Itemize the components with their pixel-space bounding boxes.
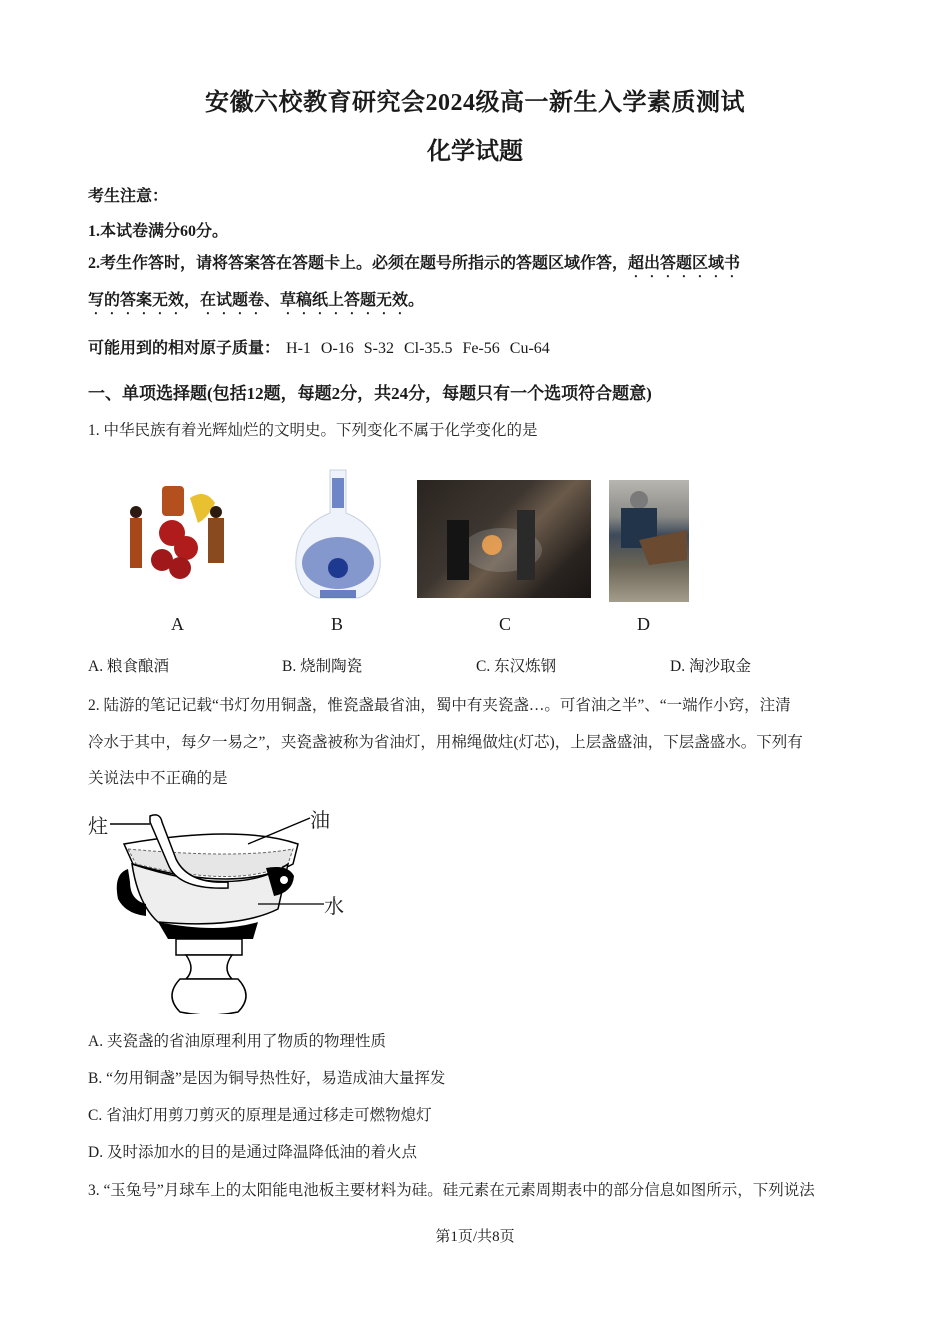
atomic-masses-label: 可能用到的相对原子质量： xyxy=(88,340,281,357)
notice-item-2 xyxy=(88,250,878,281)
notice-item-2-continued: 写的答案无效，在试题卷、草稿纸上答题无效。 xyxy=(88,292,425,309)
label-wick: 炷 xyxy=(88,816,108,838)
question-2-stem-line-3: 关说法中不正确的是 xyxy=(88,770,228,787)
figure-label-b: B xyxy=(331,614,344,634)
page-number: 第1页/共8页 xyxy=(435,1229,515,1245)
figure-label-d: D xyxy=(637,614,650,634)
notice-heading: 考生注意： xyxy=(88,188,169,205)
oil-lamp-diagram xyxy=(88,804,358,1014)
atomic-masses xyxy=(88,335,550,358)
figure-b-porcelain-vase-image xyxy=(288,468,388,604)
notice-item-1: 1.本试卷满分60分。 xyxy=(88,223,229,240)
figure-label-c: C xyxy=(499,614,512,634)
figure-label-a: A xyxy=(171,614,184,634)
question-1-option-c: C. 东汉炼钢 xyxy=(476,658,557,675)
figure-d-gold-panning-image xyxy=(609,480,689,602)
notice-item-2-emphasis: 超出答题区域书 xyxy=(628,255,741,272)
notice-item-2-text: 2.考生作答时，请将答案答在答题卡上。必须在题号所指示的答题区域作答， xyxy=(88,255,629,272)
question-2-stem-line-1: 2. 陆游的笔记记载“书灯勿用铜盏，惟瓷盏最省油，蜀中有夹瓷盏…。可省油之半”、“一端作小窍，注清 xyxy=(88,697,791,714)
question-2-option-b: B. “勿用铜盏”是因为铜导热性好，易造成油大量挥发 xyxy=(88,1070,446,1087)
question-1-option-a: A. 粮食酿酒 xyxy=(88,658,169,675)
figure-a-brewing-image xyxy=(120,478,238,588)
exam-title: 安徽六校教育研究会2024级高一新生入学素质测试 xyxy=(205,90,745,116)
question-2-stem-line-2: 冷水于其中，每夕一易之”，夹瓷盏被称为省油灯，用棉绳做炷(灯芯)，上层盏盛油，下层盏盛水。下列有 xyxy=(88,734,803,751)
question-2-option-c: C. 省油灯用剪刀剪灭的原理是通过移走可燃物熄灯 xyxy=(88,1107,432,1124)
figure-c-forging-steel-image xyxy=(417,480,591,598)
question-1-option-b: B. 烧制陶瓷 xyxy=(282,658,363,675)
section-heading: 一、单项选择题(包括12题，每题2分，共24分，每题只有一个选项符合题意) xyxy=(88,384,652,403)
label-oil: 油 xyxy=(310,810,330,832)
atomic-masses-values: H-1 O-16 S-32 Cl-35.5 Fe-56 Cu-64 xyxy=(286,340,550,357)
exam-subtitle: 化学试题 xyxy=(427,139,523,165)
label-water: 水 xyxy=(324,896,344,918)
question-2-option-a: A. 夹瓷盏的省油原理利用了物质的物理性质 xyxy=(88,1033,386,1050)
question-1-option-d: D. 淘沙取金 xyxy=(670,658,751,675)
question-2-option-d: D. 及时添加水的目的是通过降温降低油的着火点 xyxy=(88,1144,417,1161)
question-3-stem: 3. “玉兔号”月球车上的太阳能电池板主要材料为硅。硅元素在元素周期表中的部分信息如图所示，下列说法 xyxy=(88,1182,815,1199)
question-1-stem: 1. 中华民族有着光辉灿烂的文明史。下列变化不属于化学变化的是 xyxy=(88,422,538,439)
